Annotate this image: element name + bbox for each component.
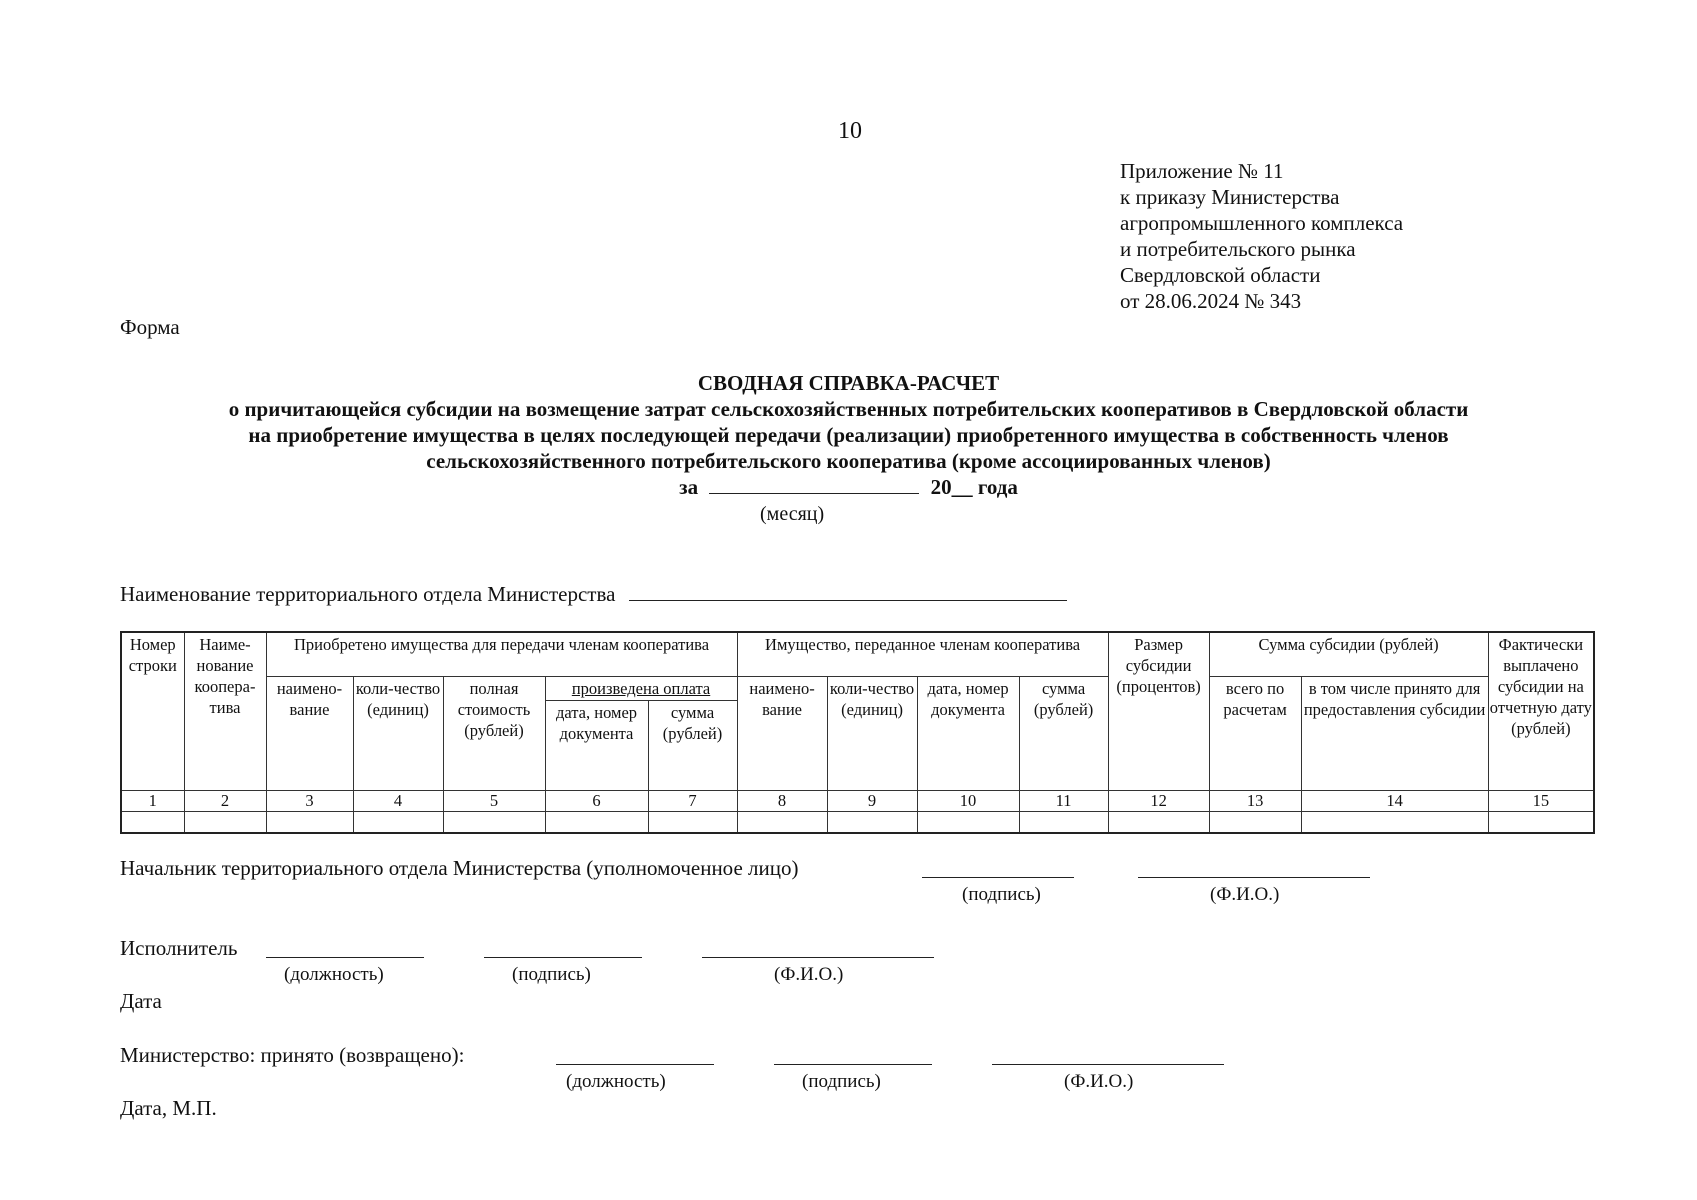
date-stamp-label: Дата, М.П. xyxy=(120,1096,217,1120)
appendix-line: Свердловской области xyxy=(1120,263,1321,287)
month-field[interactable] xyxy=(709,493,919,494)
header-coop-name: Наиме-нование коопера-тива xyxy=(184,632,266,790)
ministry-position-field[interactable] xyxy=(556,1064,714,1065)
header-transferred-name: наимено-вание xyxy=(737,676,827,790)
column-number-row xyxy=(121,790,1594,811)
period-prefix: за xyxy=(679,475,699,499)
column-number: 10 xyxy=(917,790,1019,811)
document-title xyxy=(0,370,1697,500)
header-acquired-group: Приобретено имущества для передачи членам кооператива xyxy=(266,632,737,676)
table-cell[interactable] xyxy=(1209,811,1301,833)
title-line: на приобретение имущества в целях последующей передачи (реализации) приобретенного имущества в собственность членов xyxy=(248,423,1449,447)
table-cell[interactable] xyxy=(827,811,917,833)
department-line xyxy=(120,582,1067,607)
ministry-label: Министерство: принято (возвращено): xyxy=(120,1043,465,1067)
executor-fio-field[interactable] xyxy=(702,957,934,958)
ministry-position-caption: (должность) xyxy=(566,1071,666,1092)
appendix-line: агропромышленного комплекса xyxy=(1120,211,1404,235)
table-cell[interactable] xyxy=(1108,811,1209,833)
column-number: 3 xyxy=(266,790,353,811)
column-number: 2 xyxy=(184,790,266,811)
subsidy-table xyxy=(120,631,1595,834)
appendix-block xyxy=(1120,158,1403,314)
table-cell[interactable] xyxy=(917,811,1019,833)
header-transferred-sum: сумма (рублей) xyxy=(1019,676,1108,790)
executor-signature-field[interactable] xyxy=(484,957,642,958)
header-acquired-cost: полная стоимость (рублей) xyxy=(443,676,545,790)
executor-fio-caption: (Ф.И.О.) xyxy=(774,964,844,985)
column-number: 15 xyxy=(1488,790,1594,811)
title-heading: СВОДНАЯ СПРАВКА-РАСЧЕТ xyxy=(697,371,1000,395)
table-cell[interactable] xyxy=(1488,811,1594,833)
header-acquired-name: наимено-вание xyxy=(266,676,353,790)
column-number: 4 xyxy=(353,790,443,811)
table-cell[interactable] xyxy=(121,811,184,833)
executor-signature-caption: (подпись) xyxy=(512,964,591,985)
column-number: 12 xyxy=(1108,790,1209,811)
appendix-line: Приложение № 11 xyxy=(1120,159,1284,183)
table-cell[interactable] xyxy=(443,811,545,833)
header-subsidy-group: Сумма субсидии (рублей) xyxy=(1209,632,1488,676)
head-fio-field[interactable] xyxy=(1138,877,1370,878)
head-fio-caption: (Ф.И.О.) xyxy=(1210,884,1280,905)
period-line xyxy=(0,474,1697,500)
head-signature-label: Начальник территориального отдела Министерства (уполномоченное лицо) xyxy=(120,856,799,880)
appendix-line: к приказу Министерства xyxy=(1120,185,1340,209)
column-number: 9 xyxy=(827,790,917,811)
ministry-fio-caption: (Ф.И.О.) xyxy=(1064,1071,1134,1092)
header-transferred-doc: дата, номер документа xyxy=(917,676,1019,790)
table-cell[interactable] xyxy=(737,811,827,833)
ministry-fio-field[interactable] xyxy=(992,1064,1224,1065)
appendix-line: и потребительского рынка xyxy=(1120,237,1356,261)
header-row-number: Номер строки xyxy=(121,632,184,790)
header-actual-paid: Фактически выплачено субсидии на отчетную дату (рублей) xyxy=(1488,632,1594,790)
page-number: 10 xyxy=(838,118,862,144)
ministry-signature-caption: (подпись) xyxy=(802,1071,881,1092)
header-subsidy-accepted: в том числе принято для предоставления субсидии xyxy=(1301,676,1488,790)
table-cell[interactable] xyxy=(1301,811,1488,833)
department-label: Наименование территориального отдела Министерства xyxy=(120,582,616,606)
header-paid-sum: сумма (рублей) xyxy=(648,700,737,790)
form-label: Форма xyxy=(120,315,180,339)
table-cell[interactable] xyxy=(353,811,443,833)
header-subsidy-rate: Размер субсидии (процентов) xyxy=(1108,632,1209,790)
column-number: 13 xyxy=(1209,790,1301,811)
column-number: 8 xyxy=(737,790,827,811)
title-line: о причитающейся субсидии на возмещение затрат сельскохозяйственных потребительских кооперативов в Свердловской области xyxy=(228,397,1469,421)
header-transferred-qty: коли-чество (единиц) xyxy=(827,676,917,790)
column-number: 6 xyxy=(545,790,648,811)
column-number: 7 xyxy=(648,790,737,811)
column-number: 11 xyxy=(1019,790,1108,811)
head-signature-field[interactable] xyxy=(922,877,1074,878)
period-year: 20__ года xyxy=(930,475,1018,499)
table-cell[interactable] xyxy=(545,811,648,833)
header-paid-doc: дата, номер документа xyxy=(545,700,648,790)
department-field[interactable] xyxy=(629,600,1067,601)
table-cell[interactable] xyxy=(1019,811,1108,833)
executor-label: Исполнитель xyxy=(120,936,238,960)
table-cell[interactable] xyxy=(184,811,266,833)
executor-position-field[interactable] xyxy=(266,957,424,958)
head-signature-caption: (подпись) xyxy=(962,884,1041,905)
column-number: 14 xyxy=(1301,790,1488,811)
table-cell[interactable] xyxy=(648,811,737,833)
column-number: 5 xyxy=(443,790,545,811)
table-cell[interactable] xyxy=(266,811,353,833)
table-row xyxy=(121,811,1594,833)
header-paid-group: произведена оплата xyxy=(545,676,737,700)
header-transferred-group: Имущество, переданное членам кооператива xyxy=(737,632,1108,676)
header-acquired-qty: коли-чество (единиц) xyxy=(353,676,443,790)
appendix-line: от 28.06.2024 № 343 xyxy=(1120,289,1302,313)
header-subsidy-total: всего по расчетам xyxy=(1209,676,1301,790)
column-number: 1 xyxy=(121,790,184,811)
title-line: сельскохозяйственного потребительского кооператива (кроме ассоциированных членов) xyxy=(426,449,1271,473)
ministry-signature-field[interactable] xyxy=(774,1064,932,1065)
month-hint: (месяц) xyxy=(760,503,825,525)
date-label: Дата xyxy=(120,989,162,1013)
executor-position-caption: (должность) xyxy=(284,964,384,985)
